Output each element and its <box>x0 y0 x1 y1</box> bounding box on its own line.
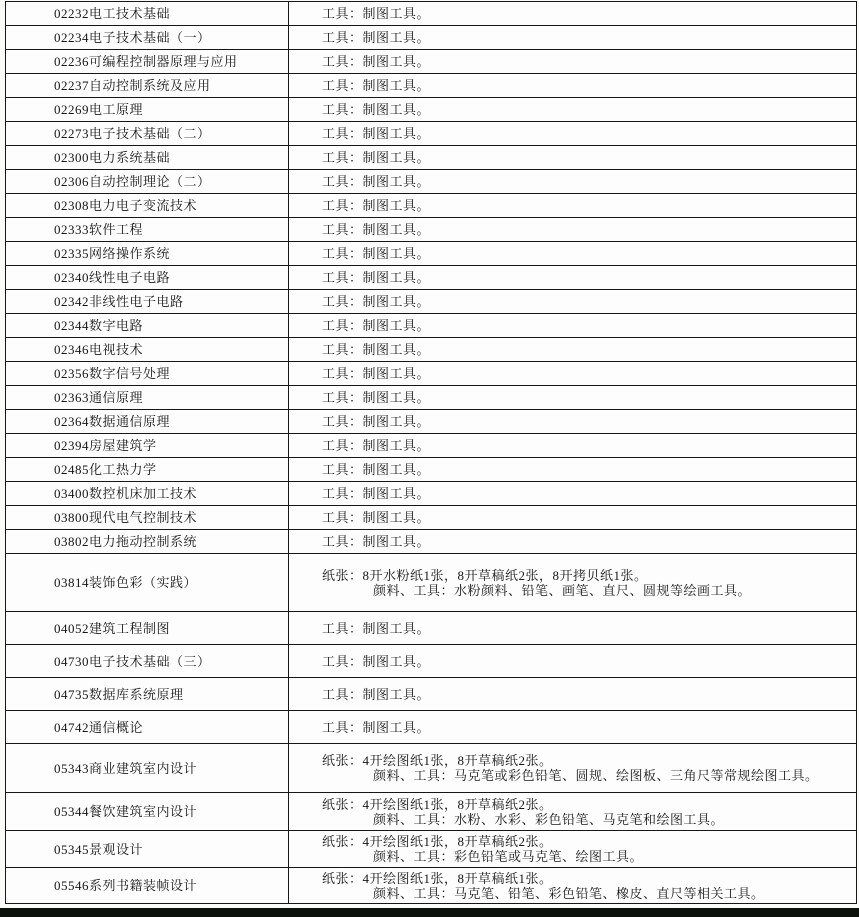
course-cell: 02300电力系统基础 <box>6 146 289 170</box>
requirement-line: 工具：制图工具。 <box>322 653 431 669</box>
table-row <box>6 831 857 868</box>
course-cell: 02342非线性电子电路 <box>6 290 289 314</box>
requirement-line: 颜料、工具：水粉颜料、铅笔、画笔、直尺、圆规等绘画工具。 <box>373 582 752 598</box>
course-cell: 02237自动控制系统及应用 <box>6 74 289 98</box>
course-cell: 04052建筑工程制图 <box>6 612 289 645</box>
requirement-line: 工具：制图工具。 <box>322 719 431 735</box>
requirements-cell <box>289 645 857 678</box>
requirement-line: 工具：制图工具。 <box>322 390 431 405</box>
table-row <box>6 98 857 122</box>
requirements-cell <box>289 612 857 645</box>
requirement-line: 工具：制图工具。 <box>322 198 431 213</box>
requirements-cell <box>289 362 857 386</box>
table-row <box>6 386 857 410</box>
course-cell: 02394房屋建筑学 <box>6 434 289 458</box>
requirements-cell <box>289 831 857 868</box>
course-cell: 02485化工热力学 <box>6 458 289 482</box>
table-row <box>6 26 857 50</box>
course-cell: 03400数控机床加工技术 <box>6 482 289 506</box>
course-cell: 05345景观设计 <box>6 831 289 868</box>
course-cell: 02344数字电路 <box>6 314 289 338</box>
requirement-line: 纸张：8开水粉纸1张，8开草稿纸2张，8开拷贝纸1张。 <box>322 567 648 583</box>
table-row <box>6 194 857 218</box>
requirement-line: 工具：制图工具。 <box>322 366 431 381</box>
exam-materials-table <box>5 1 857 904</box>
requirements-cell <box>289 744 857 793</box>
requirements-cell <box>289 50 857 74</box>
course-cell: 04735数据库系统原理 <box>6 678 289 711</box>
requirements-cell <box>289 554 857 612</box>
requirements-cell <box>289 122 857 146</box>
requirement-line: 工具：制图工具。 <box>322 222 431 237</box>
requirements-cell <box>289 458 857 482</box>
table-row <box>6 868 857 904</box>
requirement-line: 工具：制图工具。 <box>322 270 431 285</box>
requirement-line: 工具：制图工具。 <box>322 486 431 501</box>
table-row <box>6 266 857 290</box>
course-cell: 05344餐饮建筑室内设计 <box>6 793 289 831</box>
requirement-line: 工具：制图工具。 <box>322 54 431 69</box>
requirement-line: 工具：制图工具。 <box>322 174 431 189</box>
table-row <box>6 434 857 458</box>
course-cell: 02364数据通信原理 <box>6 410 289 434</box>
course-cell: 02363通信原理 <box>6 386 289 410</box>
table-row <box>6 218 857 242</box>
requirements-cell <box>289 530 857 554</box>
course-cell: 02234电子技术基础（一） <box>6 26 289 50</box>
requirement-line: 颜料、工具：彩色铅笔或马克笔、绘图工具。 <box>373 849 644 864</box>
requirement-line: 工具：制图工具。 <box>322 150 431 165</box>
course-cell: 05546系列书籍装帧设计 <box>6 868 289 904</box>
requirement-line: 颜料、工具：水粉、水彩、彩色铅笔、马克笔和绘图工具。 <box>373 811 725 827</box>
requirement-line: 工具：制图工具。 <box>322 438 431 453</box>
table-row <box>6 678 857 711</box>
course-cell: 03802电力拖动控制系统 <box>6 530 289 554</box>
requirements-cell <box>289 793 857 831</box>
requirements-cell <box>289 338 857 362</box>
course-cell: 02335网络操作系统 <box>6 242 289 266</box>
requirements-cell <box>289 2 857 26</box>
course-cell: 02356数字信号处理 <box>6 362 289 386</box>
table-row <box>6 2 857 26</box>
requirement-line: 工具：制图工具。 <box>322 294 431 309</box>
requirement-line: 工具：制图工具。 <box>322 510 431 525</box>
table-row <box>6 744 857 793</box>
course-cell: 02236可编程控制器原理与应用 <box>6 50 289 74</box>
requirement-line: 纸张：4开绘图纸1张，8开草稿纸1张。 <box>322 870 553 886</box>
requirements-cell <box>289 314 857 338</box>
course-cell: 02232电工技术基础 <box>6 2 289 26</box>
table-row <box>6 506 857 530</box>
course-cell: 05343商业建筑室内设计 <box>6 744 289 793</box>
table-row <box>6 410 857 434</box>
page-bottom-edge <box>0 908 859 917</box>
course-cell: 02333软件工程 <box>6 218 289 242</box>
table-row <box>6 793 857 831</box>
requirements-cell <box>289 482 857 506</box>
course-cell: 03800现代电气控制技术 <box>6 506 289 530</box>
requirement-line: 工具：制图工具。 <box>322 462 431 477</box>
course-cell: 02269电工原理 <box>6 98 289 122</box>
requirements-cell <box>289 266 857 290</box>
requirements-cell <box>289 868 857 904</box>
requirement-line: 工具：制图工具。 <box>322 102 431 117</box>
requirement-line: 工具：制图工具。 <box>322 414 431 429</box>
requirement-line: 纸张：4开绘图纸1张，8开草稿纸2张。 <box>322 834 553 849</box>
table-row <box>6 242 857 266</box>
requirements-cell <box>289 242 857 266</box>
course-cell: 02346电视技术 <box>6 338 289 362</box>
requirements-cell <box>289 711 857 744</box>
requirement-line: 颜料、工具：马克笔、铅笔、彩色铅笔、橡皮、直尺等相关工具。 <box>373 885 765 901</box>
requirements-cell <box>289 98 857 122</box>
course-cell: 03814装饰色彩（实践） <box>6 554 289 612</box>
requirement-line: 工具：制图工具。 <box>322 686 431 702</box>
requirement-line: 工具：制图工具。 <box>322 30 431 45</box>
table-row <box>6 458 857 482</box>
requirement-line: 纸张：4开绘图纸1张，8开草稿纸2张。 <box>322 753 553 768</box>
requirements-cell <box>289 290 857 314</box>
table-row <box>6 482 857 506</box>
requirement-line: 工具：制图工具。 <box>322 126 431 141</box>
requirement-line: 纸张：4开绘图纸1张，8开草稿纸2张。 <box>322 796 553 812</box>
requirements-cell <box>289 146 857 170</box>
course-cell: 04742通信概论 <box>6 711 289 744</box>
table-row <box>6 645 857 678</box>
table-row <box>6 530 857 554</box>
requirements-cell <box>289 678 857 711</box>
table-row <box>6 338 857 362</box>
requirement-line: 工具：制图工具。 <box>322 78 431 93</box>
requirements-cell <box>289 410 857 434</box>
table-row <box>6 554 857 612</box>
exam-materials-table-body <box>6 2 857 904</box>
requirement-line: 工具：制图工具。 <box>322 318 431 333</box>
requirements-cell <box>289 434 857 458</box>
requirements-cell <box>289 218 857 242</box>
table-row <box>6 362 857 386</box>
requirement-line: 工具：制图工具。 <box>322 620 431 636</box>
table-row <box>6 711 857 744</box>
table-row <box>6 146 857 170</box>
course-cell: 02308电力电子变流技术 <box>6 194 289 218</box>
table-row <box>6 290 857 314</box>
table-row <box>6 612 857 645</box>
table-row <box>6 74 857 98</box>
table-row <box>6 122 857 146</box>
requirement-line: 工具：制图工具。 <box>322 342 431 357</box>
requirements-cell <box>289 506 857 530</box>
table-row <box>6 314 857 338</box>
requirements-cell <box>289 386 857 410</box>
course-cell: 04730电子技术基础（三） <box>6 645 289 678</box>
requirement-line: 工具：制图工具。 <box>322 6 431 21</box>
requirement-line: 工具：制图工具。 <box>322 246 431 261</box>
table-row <box>6 170 857 194</box>
course-cell: 02273电子技术基础（二） <box>6 122 289 146</box>
course-cell: 02306自动控制理论（二） <box>6 170 289 194</box>
requirements-cell <box>289 170 857 194</box>
requirements-cell <box>289 74 857 98</box>
requirement-line: 工具：制图工具。 <box>322 534 431 549</box>
course-cell: 02340线性电子电路 <box>6 266 289 290</box>
requirements-cell <box>289 26 857 50</box>
requirements-cell <box>289 194 857 218</box>
table-row <box>6 50 857 74</box>
requirement-line: 颜料、工具：马克笔或彩色铅笔、圆规、绘图板、三角尺等常规绘图工具。 <box>373 768 819 783</box>
